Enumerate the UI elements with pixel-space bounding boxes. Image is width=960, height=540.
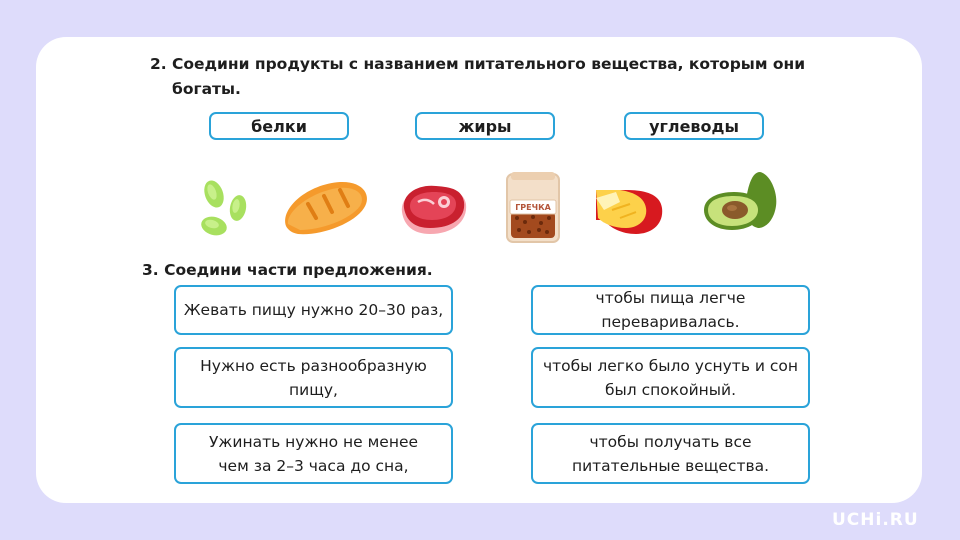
left-part-3-text: Ужинать нужно не менее чем за 2–3 часа до сна,	[208, 432, 419, 475]
left-part-2[interactable]	[174, 347, 453, 408]
right-part-3-text: чтобы получать все питательные вещества.	[571, 432, 770, 475]
right-part-1-text: чтобы пища легче переваривалась.	[595, 289, 746, 331]
bread-icon[interactable]	[278, 168, 372, 244]
apple-slice-icon[interactable]	[590, 168, 666, 244]
right-part-1[interactable]	[531, 285, 810, 335]
task-2-line-1: Соедини продукты с названием питательного вещества, которым они	[172, 55, 806, 73]
avocado-icon[interactable]	[700, 168, 780, 244]
category-carbs[interactable]: углеводы	[624, 112, 764, 140]
uchi-logo: UCHi.RU	[832, 510, 919, 530]
task-3-title: 3. Соедини части предложения.	[142, 261, 433, 279]
right-part-3[interactable]	[531, 423, 810, 484]
beans-icon[interactable]	[192, 168, 256, 244]
left-part-1[interactable]	[174, 285, 453, 335]
left-part-3[interactable]	[174, 423, 453, 484]
category-proteins[interactable]: белки	[209, 112, 349, 140]
left-part-1-text: Жевать пищу нужно 20–30 раз,	[183, 301, 444, 319]
task-2-number: 2.	[150, 55, 167, 73]
category-fats[interactable]: жиры	[415, 112, 555, 140]
right-part-2[interactable]	[531, 347, 810, 408]
meat-steak-icon[interactable]	[396, 168, 470, 244]
buckwheat-label: ГРЕЧКА	[515, 203, 551, 212]
task-2-line-2: богаты.	[172, 80, 241, 98]
task-2-title	[150, 52, 805, 102]
right-part-2-text: чтобы легко было уснуть и сон был спокойный.	[542, 356, 799, 399]
left-part-2-text: Нужно есть разнообразную пищу,	[200, 356, 427, 399]
